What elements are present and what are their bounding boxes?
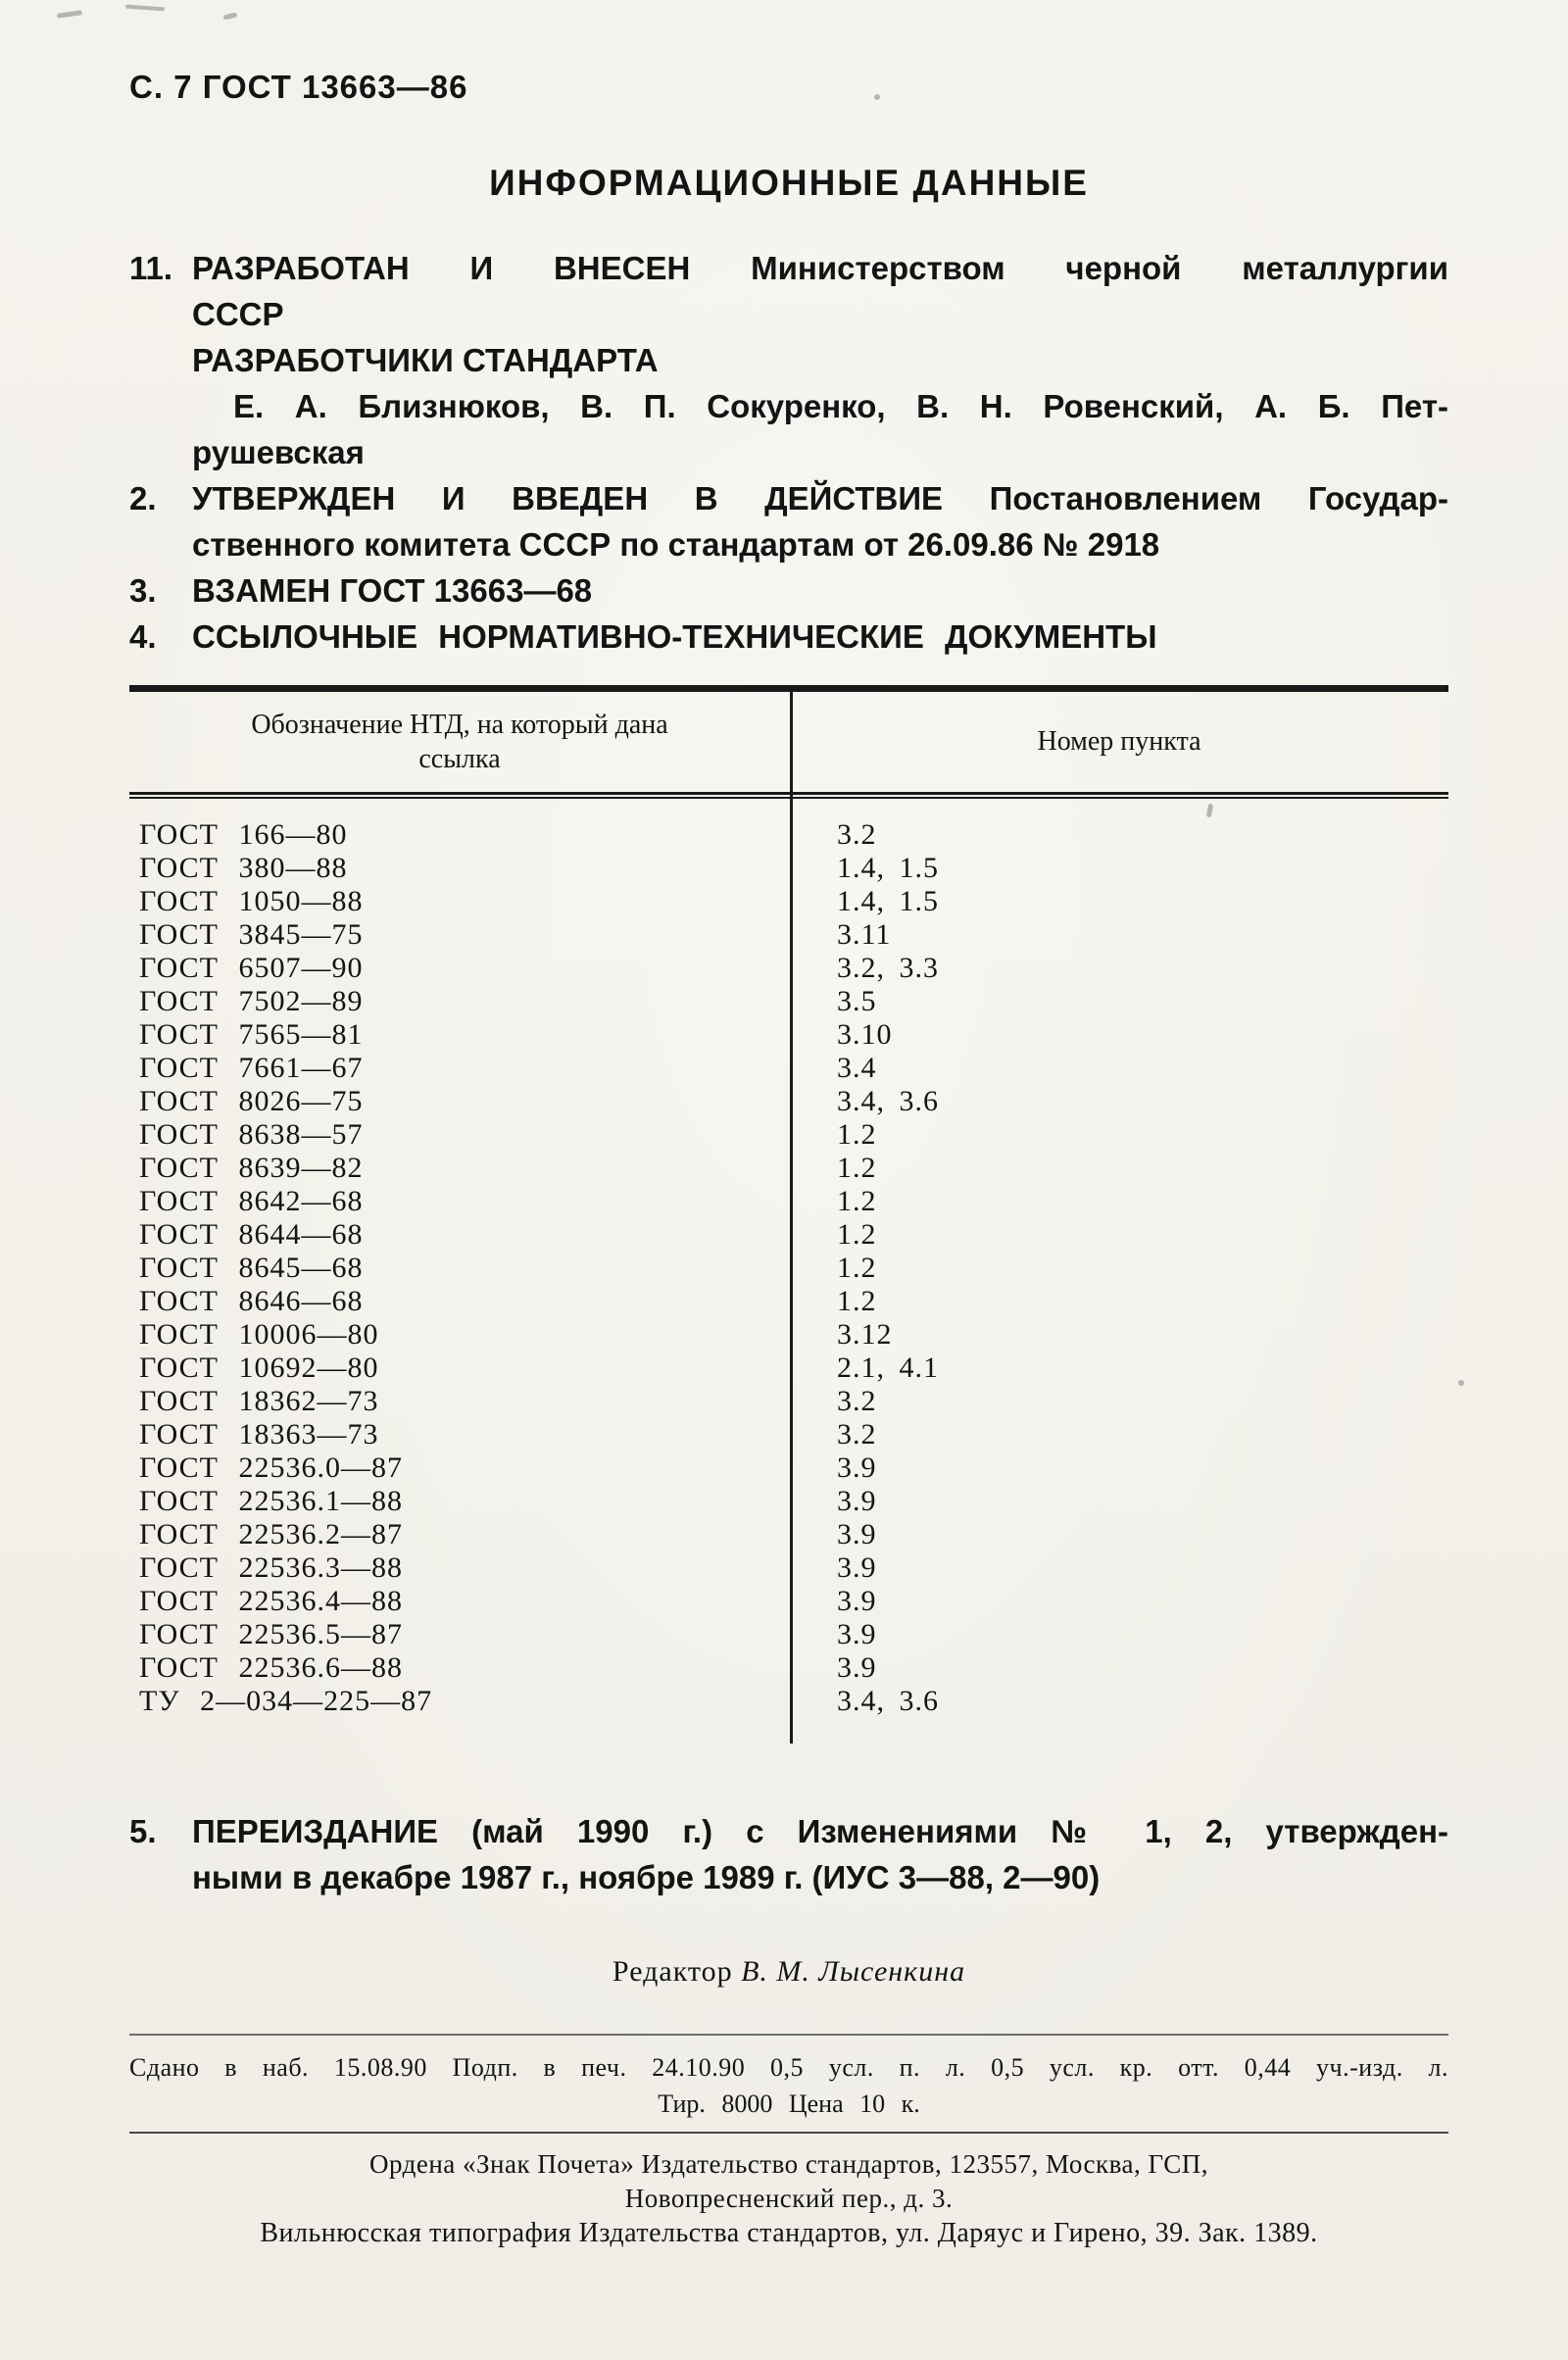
table-cell-ntd: ГОСТ 3845—75 <box>139 918 364 951</box>
table-row <box>129 1551 1448 1585</box>
table-row <box>129 1618 1448 1651</box>
table-row <box>129 1152 1448 1185</box>
section-2-line <box>129 475 1448 521</box>
table-row <box>129 1685 1448 1718</box>
section-1-developers: Е. А. Близнюков, В. П. Сокуренко, В. Н. Ровенский, А. Б. Пет- <box>233 388 1448 424</box>
table-row <box>129 1085 1448 1118</box>
section-5-line <box>129 1808 1448 1854</box>
table-row <box>129 1052 1448 1085</box>
publisher-line-3: Вильнюсская типография Издательства стандартов, ул. Даряус и Гирено, 39. Зак. 1389. <box>260 2218 1318 2248</box>
table-cell-ntd: ГОСТ 7661—67 <box>139 1052 364 1084</box>
table-cell-punkt: 3.9 <box>837 1618 877 1650</box>
section-5-text: ПЕРЕИЗДАНИЕ (май 1990 г.) с Изменениями № 1, 2, утвержден- <box>192 1813 1448 1849</box>
table-cell-punkt: 1.2 <box>837 1218 877 1251</box>
section-1-line <box>129 245 1448 291</box>
table-cell-ntd: ГОСТ 6507—90 <box>139 952 364 984</box>
section-1-subheading: РАЗРАБОТЧИКИ СТАНДАРТА <box>192 342 659 378</box>
publisher-line-2: Новопресненский пер., д. 3. <box>624 2184 954 2213</box>
table-row <box>129 952 1448 985</box>
table-row <box>129 1585 1448 1618</box>
table-cell-punkt: 1.2 <box>837 1252 877 1284</box>
table-cell-punkt: 3.12 <box>837 1318 893 1351</box>
table-row <box>129 1518 1448 1551</box>
table-row <box>129 818 1448 852</box>
table-cell-ntd: ГОСТ 8638—57 <box>139 1118 364 1151</box>
section-3-number: 3. <box>129 572 157 609</box>
table-cell-ntd: ГОСТ 10692—80 <box>139 1352 379 1384</box>
table-cell-ntd: ГОСТ 8639—82 <box>139 1152 364 1184</box>
table-cell-ntd: ГОСТ 8642—68 <box>139 1185 364 1217</box>
section-4-number: 4. <box>129 618 157 655</box>
publisher-line-1: Ордена «Знак Почета» Издательство стандартов, 123557, Москва, ГСП, <box>368 2149 1209 2179</box>
table-cell-punkt: 3.9 <box>837 1485 877 1517</box>
section-2-text: УТВЕРЖДЕН И ВВЕДЕН В ДЕЙСТВИЕ Постановлением Государ- <box>192 480 1448 516</box>
section-3-line <box>129 567 1448 614</box>
reference-table <box>129 685 1448 1744</box>
section-4-text: ССЫЛОЧНЫЕ НОРМАТИВНО-ТЕХНИЧЕСКИЕ ДОКУМЕНТЫ <box>192 618 1157 655</box>
table-header-double-rule <box>129 792 1448 799</box>
table-cell-ntd: ГОСТ 22536.0—87 <box>139 1451 403 1484</box>
table-row <box>129 1418 1448 1451</box>
table-cell-punkt: 3.11 <box>837 918 892 951</box>
imprint-line-1: Сдано в наб. 15.08.90 Подп. в печ. 24.10.90 0,5 усл. п. л. 0,5 усл. кр. отт. 0,44 уч.-изд. л. <box>129 2053 1448 2082</box>
table-cell-ntd: ГОСТ 8026—75 <box>139 1085 364 1117</box>
table-cell-ntd: ГОСТ 10006—80 <box>139 1318 379 1351</box>
editor-name: В. М. Лысенкина <box>741 1955 966 1988</box>
table-cell-ntd: ГОСТ 7502—89 <box>139 985 364 1017</box>
table-cell-punkt: 3.4, 3.6 <box>837 1685 939 1717</box>
table-cell-ntd: ГОСТ 22536.5—87 <box>139 1618 403 1650</box>
table-row <box>129 1185 1448 1218</box>
table-cell-punkt: 1.2 <box>837 1152 877 1184</box>
table-cell-ntd: ГОСТ 22536.1—88 <box>139 1485 403 1517</box>
table-cell-ntd: ГОСТ 22536.4—88 <box>139 1585 403 1617</box>
editor-label: Редактор <box>612 1955 733 1988</box>
table-row <box>129 1352 1448 1385</box>
section-5-number: 5. <box>129 1813 157 1849</box>
table-cell-punkt: 3.9 <box>837 1518 877 1550</box>
table-cell-punkt: 3.4 <box>837 1052 877 1084</box>
table-cell-punkt: 3.9 <box>837 1585 877 1617</box>
table-cell-punkt: 1.2 <box>837 1285 877 1317</box>
table-row <box>129 1218 1448 1252</box>
table-cell-punkt: 1.4, 1.5 <box>837 885 939 917</box>
document-content <box>129 0 1448 2250</box>
section-3-text: ВЗАМЕН ГОСТ 13663—68 <box>192 572 593 609</box>
table-cell-punkt: 1.2 <box>837 1185 877 1217</box>
running-header: С. 7 ГОСТ 13663—86 <box>129 69 468 105</box>
publisher-block <box>129 2132 1448 2250</box>
numbered-sections <box>129 245 1448 660</box>
table-cell-punkt: 3.9 <box>837 1551 877 1584</box>
editor-line <box>129 1955 1448 1989</box>
table-column-divider <box>790 685 793 1744</box>
table-cell-ntd: ГОСТ 22536.2—87 <box>139 1518 403 1550</box>
table-row <box>129 1318 1448 1352</box>
table-cell-punkt: 3.2 <box>837 1385 877 1417</box>
table-cell-punkt: 3.2, 3.3 <box>837 952 939 984</box>
table-cell-ntd: ГОСТ 7565—81 <box>139 1018 364 1051</box>
section-5 <box>129 1808 1448 1900</box>
table-row <box>129 1252 1448 1285</box>
table-cell-punkt: 3.2 <box>837 1418 877 1450</box>
table-cell-ntd: ГОСТ 8644—68 <box>139 1218 364 1251</box>
imprint-block <box>129 2034 1448 2120</box>
column-header-punkt: Номер пункта <box>1037 726 1201 757</box>
table-cell-punkt: 2.1, 4.1 <box>837 1352 939 1384</box>
column-header-ntd <box>129 708 790 776</box>
table-cell-ntd: ГОСТ 1050—88 <box>139 885 364 917</box>
imprint-line-2: Тир. 8000 Цена 10 к. <box>658 2090 920 2118</box>
section-5-continuation: ными в декабре 1987 г., ноябре 1989 г. (ИУС 3—88, 2—90) <box>192 1859 1101 1895</box>
column-header-ntd-text: Обозначение НТД, на который дана ссылка <box>251 710 668 774</box>
section-2-continuation: ственного комитета СССР по стандартам от 26.09.86 № 2918 <box>192 526 1160 563</box>
scan-speck <box>1458 1380 1464 1386</box>
table-row <box>129 918 1448 952</box>
table-row <box>129 1485 1448 1518</box>
table-row <box>129 1451 1448 1485</box>
table-row <box>129 1118 1448 1152</box>
table-row <box>129 1651 1448 1685</box>
table-cell-ntd: ТУ 2—034—225—87 <box>139 1685 433 1717</box>
table-cell-ntd: ГОСТ 18363—73 <box>139 1418 379 1450</box>
table-cell-punkt: 3.5 <box>837 985 877 1017</box>
table-cell-ntd: ГОСТ 166—80 <box>139 818 348 851</box>
table-cell-punkt: 3.10 <box>837 1018 893 1051</box>
table-header-row <box>129 692 1448 792</box>
table-cell-ntd: ГОСТ 8645—68 <box>139 1252 364 1284</box>
table-row <box>129 852 1448 885</box>
table-cell-ntd: ГОСТ 18362—73 <box>139 1385 379 1417</box>
table-cell-ntd: ГОСТ 22536.6—88 <box>139 1651 403 1684</box>
section-4-line <box>129 614 1448 660</box>
section-2-number: 2. <box>129 480 157 516</box>
scan-speck <box>57 10 82 19</box>
table-cell-punkt: 1.4, 1.5 <box>837 852 939 884</box>
table-cell-punkt: 3.2 <box>837 818 877 851</box>
section-1-text: РАЗРАБОТАН И ВНЕСЕН Министерством черной металлургии <box>192 250 1448 286</box>
table-row <box>129 985 1448 1018</box>
table-cell-ntd: ГОСТ 8646—68 <box>139 1285 364 1317</box>
table-row <box>129 1385 1448 1418</box>
page-title: ИНФОРМАЦИОННЫЕ ДАННЫЕ <box>489 163 1089 203</box>
section-1-developers-continuation: рушевская <box>192 434 365 470</box>
table-row <box>129 1285 1448 1318</box>
table-row <box>129 1018 1448 1052</box>
section-1-number: 11. <box>129 250 173 286</box>
table-cell-punkt: 3.9 <box>837 1651 877 1684</box>
table-cell-punkt: 1.2 <box>837 1118 877 1151</box>
section-1-continuation: СССР <box>192 296 284 332</box>
table-cell-ntd: ГОСТ 380—88 <box>139 852 348 884</box>
table-cell-punkt: 3.9 <box>837 1451 877 1484</box>
table-cell-ntd: ГОСТ 22536.3—88 <box>139 1551 403 1584</box>
table-top-rule <box>129 685 1448 692</box>
table-cell-punkt: 3.4, 3.6 <box>837 1085 939 1117</box>
table-body <box>129 799 1448 1744</box>
table-row <box>129 885 1448 918</box>
